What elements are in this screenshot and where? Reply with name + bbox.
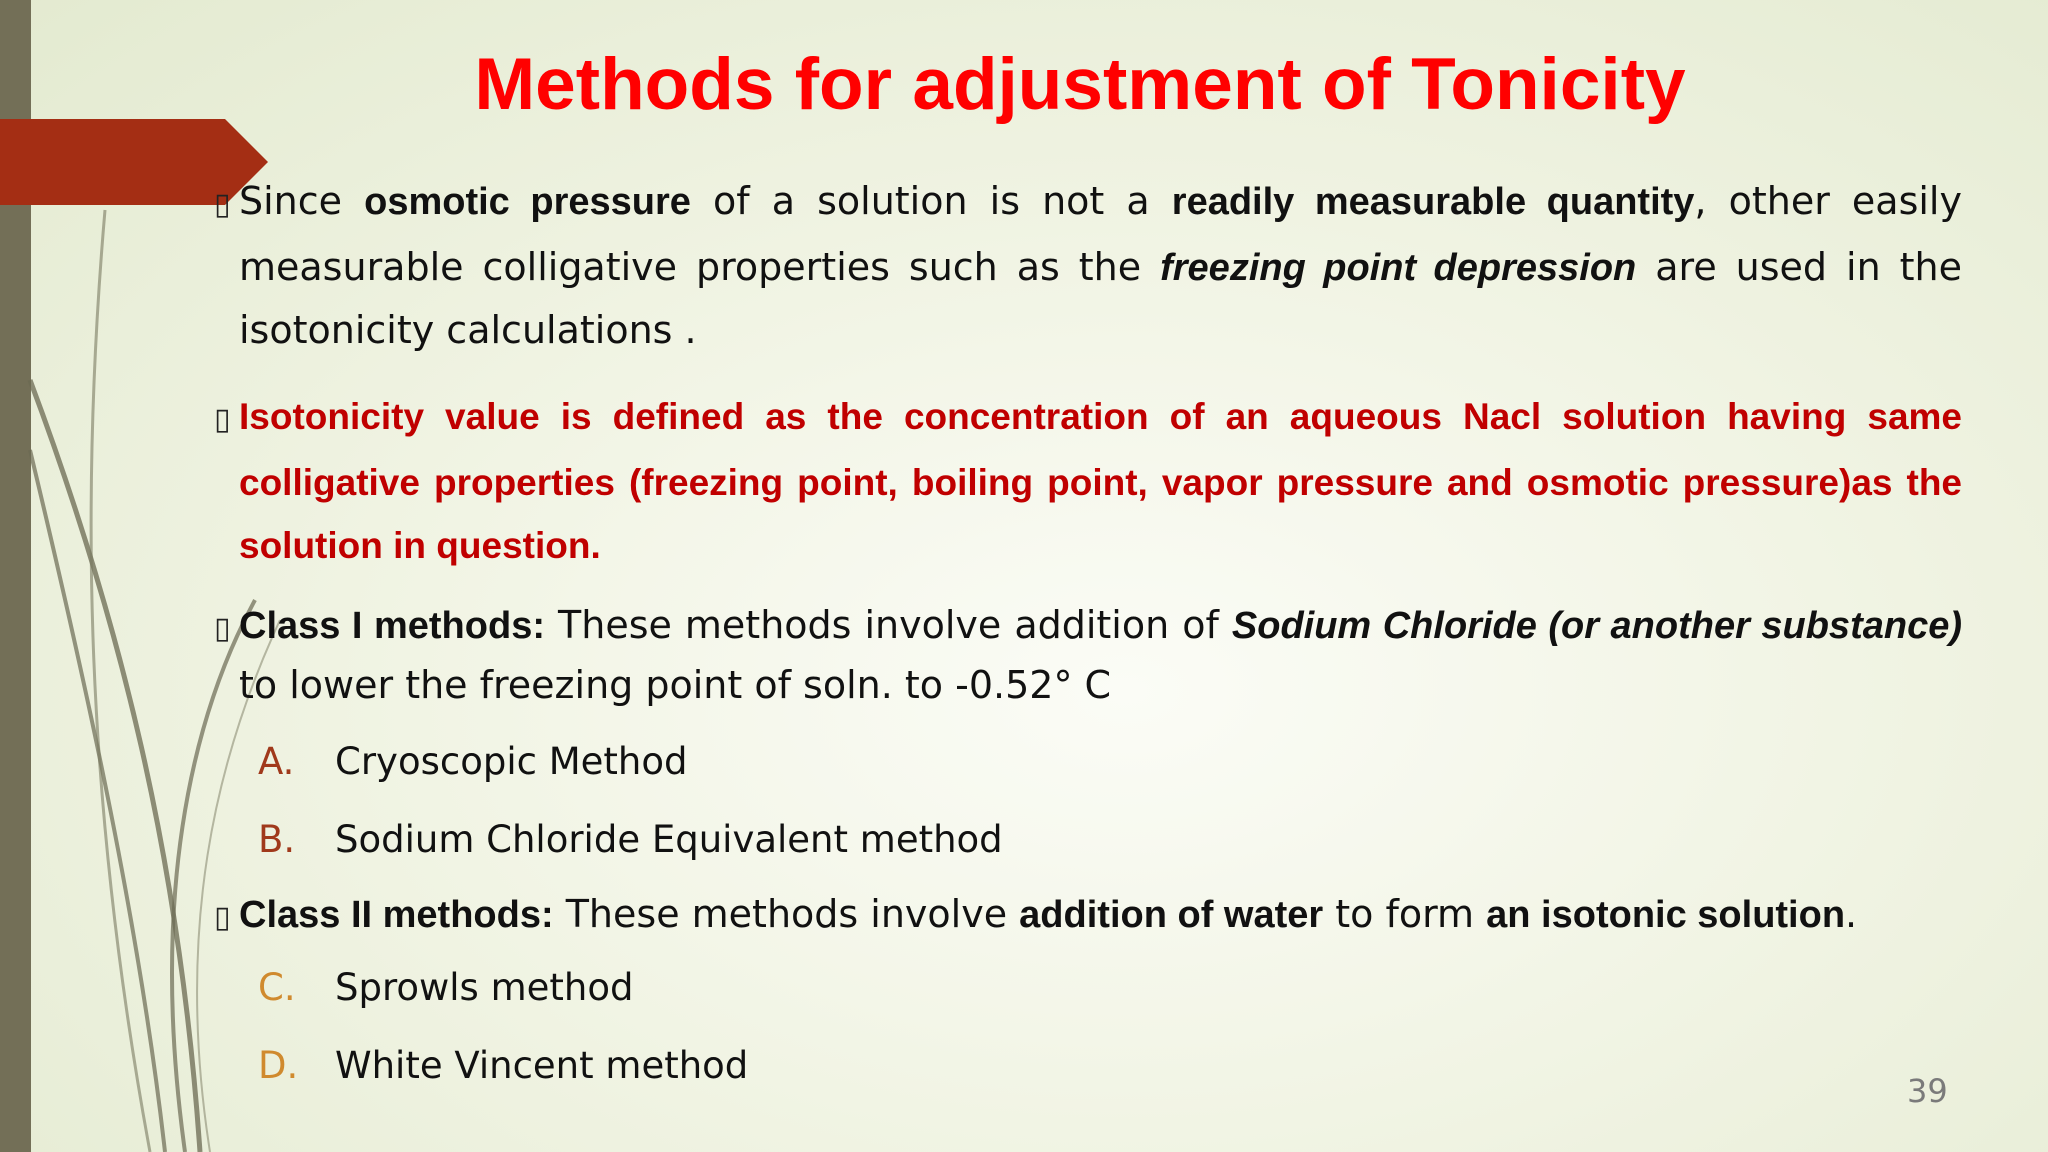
bullet-icon: ▯ [214,900,231,935]
bullet-osmotic-pressure: ▯ Since osmotic pressure of a solution is not a readily measurable quantity, other easily measurable colligative properties such as the freezing point depression are used in the isotonicity calculations . [176,170,1962,361]
page-number: 39 [1907,1072,1948,1110]
bullet-icon: ▯ [214,611,231,646]
method-item-sprowls: C. Sprowls method [258,966,634,1009]
slide-title: Methods for adjustment of Tonicity [474,44,1686,125]
bullet-class-one-methods: ▯ Class I methods: These methods involve addition of Sodium Chloride (or another substance) to lower the freezing point of soln. to -0.52° C [214,603,1962,707]
bullet-icon: ▯ [214,402,231,437]
bullet-icon: ▯ [214,187,231,222]
method-item-white-vincent: D. White Vincent method [258,1044,749,1087]
method-item-cryoscopic: A. Cryoscopic Method [258,740,688,783]
bullet-isotonicity-definition: ▯ Isotonicity value is defined as the concentration of an aqueous Nacl solution having same colligative properties (freezing point, boiling point, vapor pressure and osmotic pressure)as the solution in question. [176,385,1962,577]
method-item-sodium-chloride-equivalent: B. Sodium Chloride Equivalent method [258,818,1003,861]
slide-content [176,170,1962,1105]
bullet-class-two-methods: ▯ Class II methods: These methods involve addition of water to form an isotonic solution. [176,883,1962,949]
